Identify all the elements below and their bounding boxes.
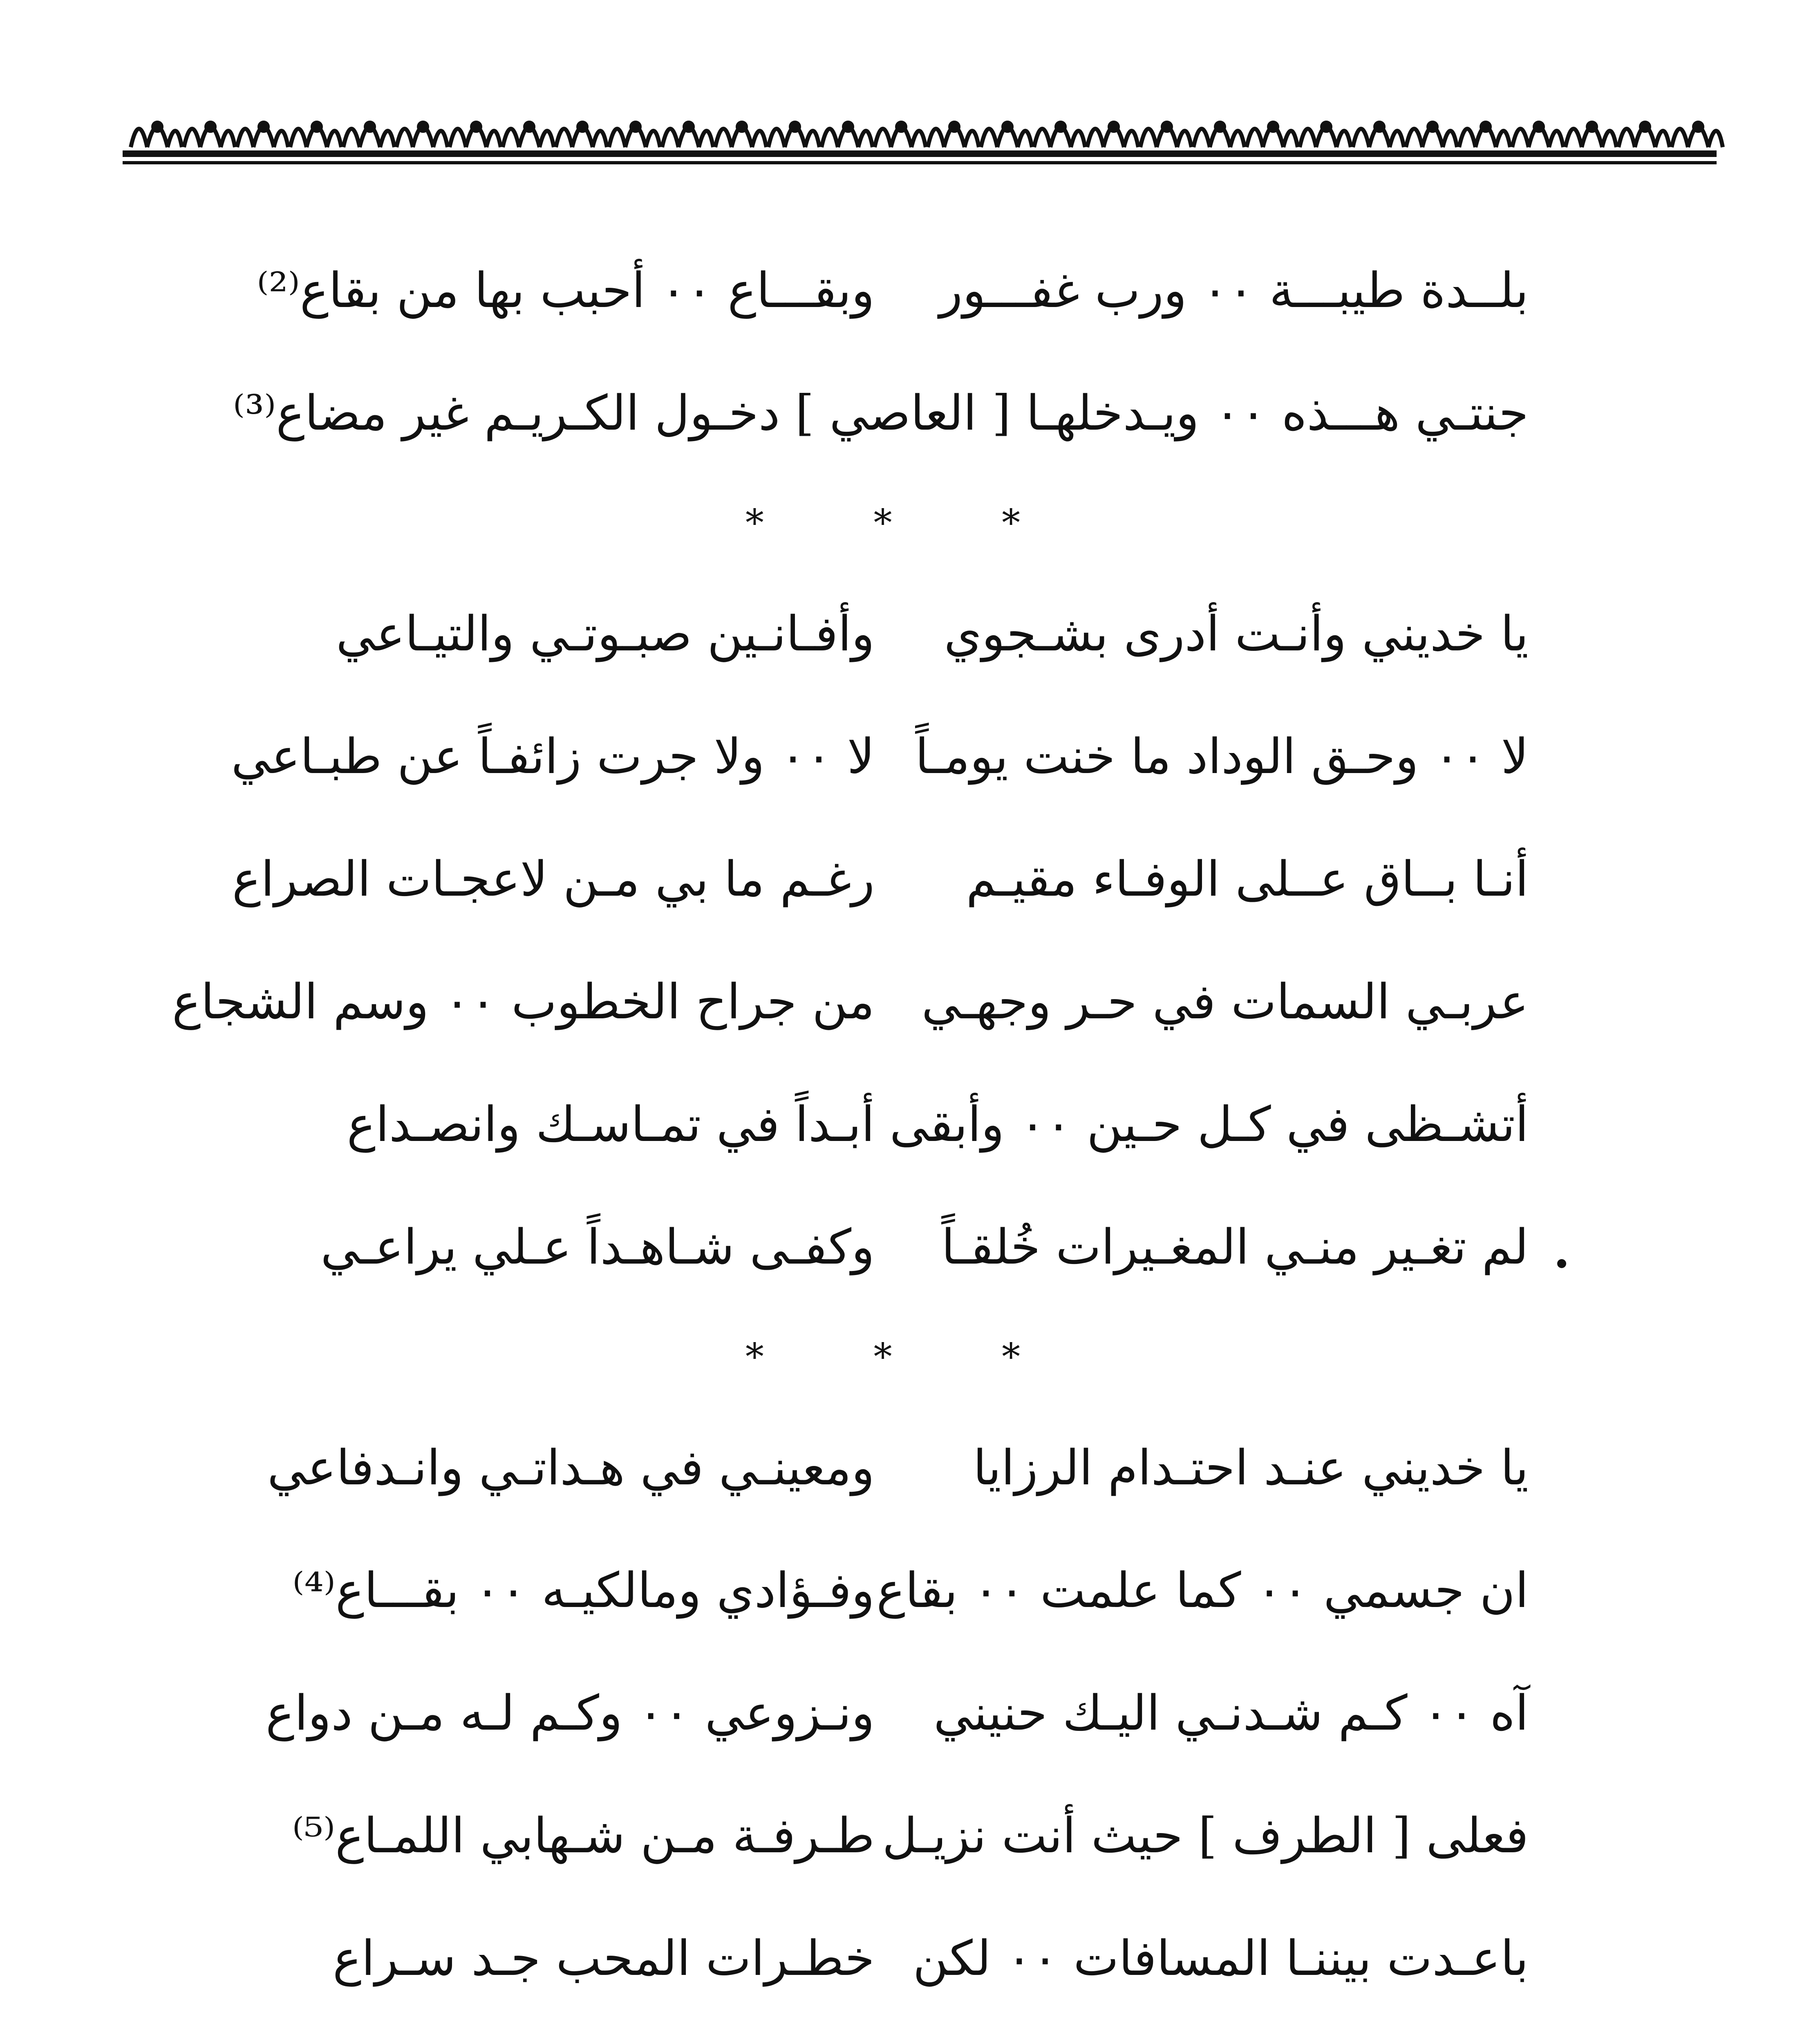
ornamental-border-top [123,102,1717,172]
margin-dot [1557,1259,1566,1268]
verse-couplet [286,1529,1529,1652]
ornament-dot [366,123,374,131]
section-divider-stars: * * * [745,1336,1070,1378]
verse-couplet [267,1406,1529,1529]
verse-first-hemistich: لا ٠٠ وحـق الوداد ما خنت يومـاً [915,728,1529,784]
poem-body [172,229,1529,2044]
verse-first-hemistich [940,2019,1529,2044]
verse-couplet [286,572,1529,695]
ornament-dot [844,123,852,131]
ornament-dot [1057,123,1065,131]
ornament-dot [1482,123,1490,131]
poem-section-b [172,572,1529,1308]
ornament-dot [631,123,640,131]
verse-first-hemistich: ان جسمي ٠٠ كما علمت ٠٠ بقاع [876,1562,1529,1618]
ornament-dot [738,123,746,131]
ornament-dot [578,123,587,131]
ornament-dot [1322,123,1330,131]
verse-second-hemistich: طـرفـة مـن شـهابي اللمـاع⁽⁵⁾ [292,1807,875,1864]
ornament-dot [1216,123,1224,131]
verse-full-line: جنتـي هـــذه ٠٠ ويـدخلهـا [ العاصي ] دخـول الكـريـم غير مضاع⁽³⁾ [233,385,1529,441]
verse-second-hemistich: وأفـانـين صبـوتـي والتيـاعي [336,605,875,662]
verse-second-hemistich: وفـؤادي ومالكيـه ٠٠ بقـــاع⁽⁴⁾ [292,1562,875,1618]
section-divider-stars: * * * [745,502,1070,545]
ornament-dot [897,123,905,131]
verse-couplet [286,1063,1529,1186]
verse-first-hemistich: فعلى [ الطرف ] حيث أنت نزيـل [882,1807,1529,1864]
verse-second-hemistich: رغـم ما بي مـن لاعجـات الصراع [232,851,875,907]
verse-second-hemistich: خطـرات المحب جـد سـراع [332,1930,875,1986]
ornament-dot [1110,123,1118,131]
ornament-dot [525,123,533,131]
verse-first-hemistich: باعـدت بيننـا المسافات ٠٠ لكن [913,1930,1529,1986]
ornament-dot [1003,123,1012,131]
ornament-dot [950,123,958,131]
ornament-dot [1641,123,1649,131]
verse-couplet [257,229,1529,352]
ornament-dot [313,123,321,131]
verse-couplet [286,1186,1529,1308]
verse-second-hemistich: من جراح الخطوب ٠٠ وسم الشجاع [172,973,875,1030]
ornament-dot [1269,123,1277,131]
ornament-dot [206,123,215,131]
verse-line [233,352,1529,474]
ornament-dot [153,123,161,131]
verse-second-hemistich [286,2019,875,2044]
verse-first-hemistich: لم تغـير منـي المغـيرات خُلقـاً [941,1219,1529,1275]
ornament-dot [685,123,693,131]
verse-couplet [232,818,1529,940]
verse-first-hemistich: بلــدة طيبـــة ٠٠ ورب غفـــور [939,262,1529,318]
poem-section-a [233,229,1529,474]
ornament-dot [1535,123,1543,131]
verse-second-hemistich: لا ٠٠ ولا جرت زائفـاً عن طبـاعي [231,728,875,784]
ornament-dot [1588,123,1596,131]
verse-couplet [266,1652,1529,1774]
verse-first-hemistich: يا خديني وأنـت أدرى بشـجوي [944,605,1529,662]
ornament-dot [260,123,268,131]
verse-first-hemistich: يا خديني عنـد احتـدام الرزايا [973,1439,1529,1496]
ornament-dot [419,123,427,131]
ornament-dot [1694,123,1702,131]
verse-first-hemistich: عربـي السمات في حـر وجهـي [921,973,1529,1030]
verse-couplet [286,1897,1529,2019]
verse-first-hemistich: أتشـظى في كـل حـين ٠٠ وأبقى [889,1096,1529,1152]
verse-second-hemistich: وكفـى شـاهـداً عـلي يراعـي [320,1219,875,1275]
verse-couplet [286,1774,1529,1897]
ornament-dot [791,123,799,131]
verse-second-hemistich: أبـداً في تمـاسـك وانصـداع [347,1096,875,1152]
verse-couplet [286,2019,1529,2044]
ornament-dot [1375,123,1383,131]
verse-first-hemistich: آه ٠٠ كـم شـدنـي اليـك حنيني [933,1685,1529,1741]
verse-second-hemistich: ونـزوعي ٠٠ وكـم لـه مـن دواع [266,1685,875,1741]
poem-section-c [266,1406,1529,2044]
verse-couplet [172,940,1529,1063]
ornament-dot [1163,123,1171,131]
ornament-dot [1428,123,1437,131]
verse-second-hemistich: ومعينـي في هـداتـي وانـدفاعي [267,1439,875,1496]
verse-second-hemistich: وبقـــاع ٠٠ أحبب بها من بقاع⁽²⁾ [257,262,875,318]
verse-couplet [231,695,1529,818]
ornament-dot [472,123,480,131]
verse-first-hemistich: أنـا بــاق عــلى الوفـاء مقيـم [966,851,1529,907]
